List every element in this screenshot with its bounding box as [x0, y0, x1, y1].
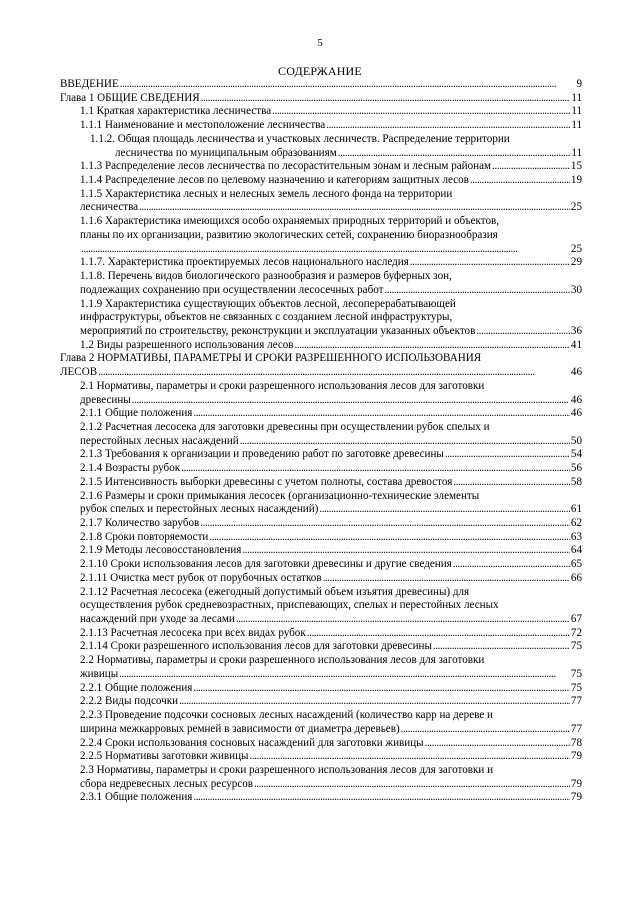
- toc-entry-leader-line: [80, 256, 582, 270]
- toc-entry[interactable]: [60, 105, 582, 119]
- toc-entry-page-number: 36: [570, 324, 582, 337]
- toc-entry-title: подлежащих сохранению при осуществлении лесосечных работ: [80, 283, 384, 296]
- toc-entry[interactable]: [60, 544, 582, 558]
- toc-entry[interactable]: [60, 448, 582, 462]
- toc-entry-page-number: 64: [570, 544, 582, 557]
- toc-entry[interactable]: [60, 407, 582, 421]
- toc-entry[interactable]: [60, 133, 582, 160]
- toc-entry-page-number: 75: [570, 640, 582, 653]
- toc-entry-title: древесины: [80, 393, 131, 406]
- toc-entry-leader-line: [80, 325, 582, 339]
- dot-leader: [492, 160, 570, 174]
- toc-entry-text-line: 2.2 Нормативы, параметры и сроки разрешенного использования лесов для заготовки: [80, 654, 485, 667]
- toc-entry-title: рубок спелых и перестойных лесных насаждений): [80, 503, 319, 516]
- toc-entry-text-line: 1.1.5 Характеристика лесных и нелесных земель лесного фонда на территории: [80, 187, 453, 200]
- toc-entry-title: 2.1.8 Сроки повторяемости: [80, 530, 209, 543]
- toc-entry[interactable]: [60, 298, 582, 339]
- toc-entry-page-number: 65: [570, 558, 582, 571]
- dot-leader: [119, 668, 570, 682]
- toc-entry-page-number: 77: [570, 695, 582, 708]
- toc-title: СОДЕРЖАНИЕ: [278, 64, 362, 78]
- toc-entry-page-number: 30: [570, 283, 582, 296]
- toc-entry-leader-line: [80, 613, 582, 627]
- dot-leader: [385, 284, 570, 298]
- toc-entry[interactable]: [60, 709, 582, 736]
- toc-entry-page-number: 78: [570, 736, 582, 749]
- toc-entry-title: 2.2.4 Сроки использования сосновых насаждений для заготовки живицы: [80, 736, 424, 749]
- toc-entry-page-number: 63: [570, 530, 582, 543]
- toc-entry[interactable]: [60, 517, 582, 531]
- dot-leader: [201, 92, 571, 106]
- toc-entry-page-number: 46: [570, 366, 582, 379]
- toc-entry[interactable]: [60, 791, 582, 805]
- toc-entry[interactable]: [60, 215, 582, 256]
- dot-leader: [132, 394, 570, 408]
- toc-entry-title: 2.1.4 Возрасты рубок: [80, 462, 181, 475]
- toc-entry-title: 2.1.3 Требования к организации и проведению работ по заготовке древесины: [80, 448, 444, 461]
- toc-entry-leader-line: [80, 517, 582, 531]
- toc-entry-title: лесничества: [80, 201, 139, 214]
- toc-entry-title: ВВЕДЕНИЕ: [60, 78, 119, 90]
- dot-leader: [476, 325, 570, 339]
- dot-leader: [295, 339, 570, 353]
- toc-entry-title: ширина межкарровых ремней в зависимости от диаметра деревьев): [80, 722, 400, 735]
- dot-leader: [200, 517, 570, 531]
- toc-entry-leader-line: [80, 503, 582, 517]
- toc-entry-text-line: 2.3 Нормативы, параметры и сроки разрешенного использования лесов для заготовки и: [80, 763, 494, 776]
- toc-entry-leader-line: [80, 682, 582, 696]
- toc-entry-title: 2.1.1 Общие положения: [80, 407, 193, 420]
- toc-entry-page-number: 66: [570, 571, 582, 584]
- toc-entry[interactable]: [60, 558, 582, 572]
- toc-entry-leader-line: [60, 366, 582, 380]
- toc-entry-text-line: осуществления рубок средневозрастных, приспевающих, спелых и перестойных лесных: [80, 599, 499, 612]
- toc-entry-text-line: 2.1.12 Расчетная лесосека (ежегодный допустимый объем изъятия древесины) для: [80, 585, 470, 598]
- toc-entry[interactable]: [60, 627, 582, 641]
- toc-entry-title: 2.3.1 Общие положения: [80, 791, 193, 804]
- toc-entry[interactable]: [60, 572, 582, 586]
- toc-entry-leader-line: [80, 105, 582, 119]
- toc-entry[interactable]: [60, 750, 582, 764]
- dot-leader: [272, 105, 570, 119]
- dot-leader: [193, 407, 570, 421]
- toc-entry[interactable]: [60, 188, 582, 215]
- toc-entry-text-line: 1.1.6 Характеристика имеющихся особо охраняемых природных территорий и объектов,: [80, 215, 500, 228]
- toc-entry-page-number: 75: [570, 667, 582, 680]
- toc-entry-page-number: 79: [570, 777, 582, 790]
- dot-leader: [242, 544, 570, 558]
- toc-entry[interactable]: [60, 654, 582, 681]
- toc-entry-title: 2.1.5 Интенсивность выборки древесины с учетом полноты, состава древостоя: [80, 475, 453, 488]
- dot-leader: [433, 640, 570, 654]
- toc-entry-leader-line: [80, 174, 582, 188]
- toc-entry-page-number: 58: [570, 475, 582, 488]
- toc-entry-text-line: 1.1.9 Характеристика существующих объектов лесной, лесоперерабатывающей: [80, 297, 456, 310]
- toc-entry-page-number: 11: [571, 119, 582, 132]
- toc-entry-title: 2.2.5 Нормативы заготовки живицы: [80, 750, 249, 763]
- toc-entry-leader-line: [80, 627, 582, 641]
- toc-entry-title: 1.1.3 Распределение лесов лесничества по лесорастительным зонам и лесным районам: [80, 160, 492, 173]
- toc-entry-page-number: 79: [570, 791, 582, 804]
- toc-entry[interactable]: [60, 352, 582, 379]
- toc-entry[interactable]: [60, 586, 582, 627]
- toc-entry-page-number: 25: [570, 242, 582, 255]
- dot-leader: [193, 791, 570, 805]
- dot-leader: [453, 558, 570, 572]
- toc-entry-title: 2.1.13 Расчетная лесосека при всех видах рубок: [80, 626, 306, 639]
- toc-entry-text-line: 2.1.2 Расчетная лесосека для заготовки древесины при осуществлении рубок спелых и: [80, 420, 490, 433]
- toc-entry-leader-line: [80, 448, 582, 462]
- toc-entry-leader-line: [80, 544, 582, 558]
- toc-entry-page-number: 41: [570, 338, 582, 351]
- dot-leader: [470, 174, 570, 188]
- toc-entry[interactable]: [60, 78, 582, 92]
- toc-entry-title: 1.1.7. Характеристика проектируемых лесов национального наследия: [80, 256, 409, 269]
- toc-entry-page-number: 79: [570, 750, 582, 763]
- toc-entry-leader-line: [80, 339, 582, 353]
- toc-entry-leader-line: [80, 394, 582, 408]
- toc-entry-page-number: 9: [576, 78, 582, 90]
- toc-entry[interactable]: [60, 476, 582, 490]
- toc-entry-leader-line: [80, 201, 582, 215]
- toc-entry-title: 2.2.2 Виды подсочки: [80, 695, 179, 708]
- toc-entry[interactable]: [60, 174, 582, 188]
- toc-entry-title: 2.1.11 Очистка мест рубок от порубочных остатков: [80, 571, 322, 584]
- dot-leader: [323, 572, 570, 586]
- toc-entry-title: 1.1.1 Наименование и местоположение лесничества: [80, 119, 326, 132]
- toc-entry-title: сбора недревесных лесных ресурсов: [80, 777, 254, 790]
- toc-entry[interactable]: [60, 421, 582, 448]
- toc-entry-leader-line: [80, 737, 582, 751]
- toc-entry-page-number: 54: [570, 448, 582, 461]
- toc-entry-leader-line: [80, 668, 582, 682]
- toc-entry-page-number: 62: [570, 517, 582, 529]
- dot-leader: [410, 256, 570, 270]
- toc-entry[interactable]: [60, 462, 582, 476]
- dot-leader: [209, 531, 570, 545]
- dot-leader: [445, 448, 570, 462]
- toc-entry-page-number: 72: [570, 626, 582, 639]
- toc-entry-leader-line: [80, 791, 582, 805]
- toc-entry-title: 1.1.4 Распределение лесов по целевому назначению и категориям защитных лесов: [80, 174, 469, 187]
- toc-entry-text-line: Глава 2 НОРМАТИВЫ, ПАРАМЕТРЫ И СРОКИ РАЗРЕШЕННОГО ИСПОЛЬЗОВАНИЯ: [60, 352, 482, 365]
- toc-entry-leader-line: [80, 476, 582, 490]
- dot-leader: [98, 366, 570, 380]
- toc-entry-page-number: 11: [571, 91, 582, 104]
- dot-leader: [401, 723, 570, 737]
- toc-entry-leader-line: [80, 435, 582, 449]
- dot-leader: [254, 778, 570, 792]
- toc-entry-page-number: 15: [570, 160, 582, 173]
- toc-entry-page-number: 19: [570, 174, 582, 187]
- toc-entry[interactable]: [60, 531, 582, 545]
- dot-leader: [193, 682, 570, 696]
- toc-entry-leader-line: [80, 160, 582, 174]
- toc-entry[interactable]: [60, 380, 582, 407]
- dot-leader: [249, 750, 569, 764]
- toc-entry-text-line: планы по их организации, развитию экологических сетей, сохранению биоразнообразия: [80, 228, 498, 241]
- toc-entry-page-number: 11: [571, 146, 582, 159]
- toc-entry-leader-line: [80, 243, 582, 257]
- toc-entry-page-number: 29: [570, 256, 582, 269]
- toc-entry[interactable]: [60, 640, 582, 654]
- toc-entry[interactable]: [60, 270, 582, 297]
- toc-entry-title: перестойных лесных насаждений: [80, 434, 239, 447]
- dot-leader: [425, 737, 570, 751]
- toc-entry-text-line: 2.1.6 Размеры и сроки примыкания лесосек (организационно-технические элементы: [80, 489, 480, 502]
- dot-leader: [319, 503, 570, 517]
- toc-entry-text-line: 2.1 Нормативы, параметры и сроки разрешенного использования лесов для заготовки: [80, 379, 485, 392]
- toc-entry-title: 1.2 Виды разрешенного использования лесов: [80, 338, 294, 351]
- toc-entry-leader-line: [80, 119, 582, 133]
- toc-entry-title: 2.1.10 Сроки использования лесов для заготовки древесины и другие сведения: [80, 558, 452, 571]
- toc-entry-leader-line: [80, 723, 582, 737]
- page-number: 5: [317, 37, 323, 49]
- toc-entry-title: насаждений при уходе за лесами: [80, 613, 235, 626]
- toc-entry-leader-line: [80, 462, 582, 476]
- dot-leader: [139, 201, 570, 215]
- toc-entry-page-number: 46: [570, 393, 582, 406]
- toc-entry-title: 1.1 Краткая характеристика лесничества: [80, 105, 272, 118]
- toc-entry[interactable]: [60, 737, 582, 751]
- toc-entry-leader-line: [80, 284, 582, 298]
- dot-leader: [81, 243, 570, 257]
- toc-entry-title: Глава 1 ОБЩИЕ СВЕДЕНИЯ: [60, 91, 200, 104]
- toc-entry[interactable]: [60, 256, 582, 270]
- toc-entry-page-number: 25: [570, 201, 582, 214]
- toc-entry[interactable]: [60, 339, 582, 353]
- toc-entry-leader-line: [80, 695, 582, 709]
- dot-leader: [120, 78, 576, 92]
- toc-entry-title: ЛЕСОВ: [60, 366, 98, 379]
- toc-entry[interactable]: [60, 119, 582, 133]
- dot-leader: [307, 627, 570, 641]
- toc-entry-page-number: 67: [570, 613, 582, 626]
- toc-entry-leader-line: [80, 640, 582, 654]
- dot-leader: [236, 613, 570, 627]
- toc-entry-text-line: 1.1.2. Общая площадь лесничества и участковых лесничеств. Распределение территории: [90, 132, 510, 145]
- toc-entry[interactable]: [60, 490, 582, 517]
- toc-entry-leader-line: [90, 147, 582, 161]
- toc-entry-text-line: 1.1.8. Перечень видов биологического разнообразия и размеров буферных зон,: [80, 270, 452, 283]
- toc-entry-leader-line: [80, 407, 582, 421]
- toc-entry-title: лесничества по муниципальным образованиям: [115, 146, 337, 159]
- toc-entry[interactable]: [60, 764, 582, 791]
- toc-entry-page-number: 11: [571, 105, 582, 118]
- toc-entry-text-line: инфраструктуры, объектов не связанных с созданием лесной инфраструктуры,: [80, 311, 453, 324]
- toc-entry-leader-line: [80, 572, 582, 586]
- toc-entry-title: мероприятий по строительству, реконструкции и эксплуатации указанных объектов: [80, 324, 476, 337]
- toc-entry[interactable]: [60, 695, 582, 709]
- toc-entry-title: живицы: [80, 667, 119, 680]
- toc-entry-page-number: 50: [570, 434, 582, 447]
- dot-leader: [181, 462, 570, 476]
- toc-entry-page-number: 56: [570, 462, 582, 475]
- toc-entry-leader-line: [80, 750, 582, 764]
- toc-entry[interactable]: [60, 682, 582, 696]
- dot-leader: [338, 147, 571, 161]
- toc-entry-page-number: 75: [570, 681, 582, 694]
- toc-entry-page-number: 61: [570, 503, 582, 516]
- dot-leader: [326, 119, 570, 133]
- toc-entry-title: 2.1.14 Сроки разрешенного использования лесов для заготовки древесины: [80, 640, 432, 653]
- toc-entry-title: 2.1.9 Методы лесовосстановления: [80, 544, 242, 557]
- dot-leader: [453, 476, 570, 490]
- toc-entry-title: 2.2.1 Общие положения: [80, 681, 193, 694]
- dot-leader: [240, 435, 570, 449]
- toc-entry-title: 2.1.7 Количество зарубов: [80, 517, 200, 529]
- dot-leader: [179, 695, 570, 709]
- toc-entry-leader-line: [80, 531, 582, 545]
- toc-entry[interactable]: [60, 92, 582, 106]
- toc-entry-text-line: 2.2.3 Проведение подсочки сосновых лесных насаждений (количество карр на дереве и: [80, 709, 493, 722]
- toc-entry-leader-line: [80, 778, 582, 792]
- toc-entry-leader-line: [60, 92, 582, 106]
- toc-entry[interactable]: [60, 160, 582, 174]
- table-of-contents: [60, 78, 582, 805]
- toc-entry-leader-line: [80, 558, 582, 572]
- toc-entry-page-number: 77: [570, 722, 582, 735]
- toc-entry-leader-line: [60, 78, 582, 92]
- toc-entry-page-number: 46: [570, 407, 582, 420]
